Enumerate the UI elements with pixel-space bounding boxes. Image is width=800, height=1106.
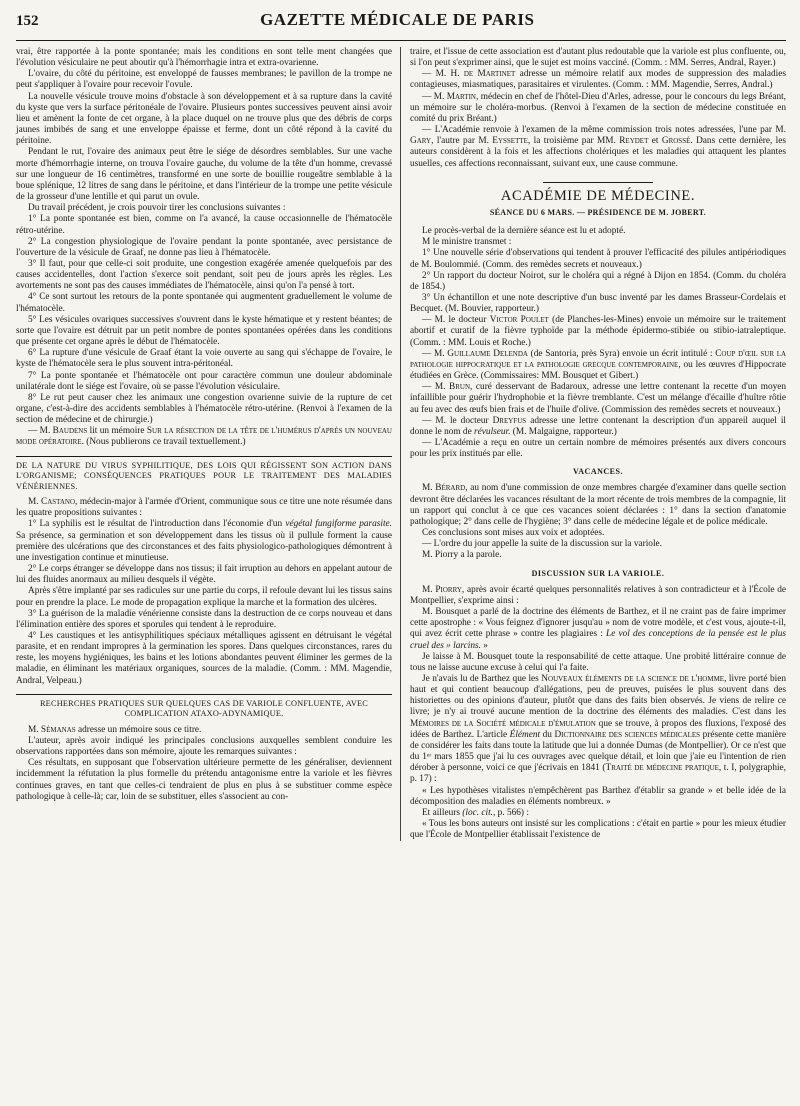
paragraph: M. Piorry a la parole.: [422, 550, 502, 561]
text-run: — M. le docteur: [422, 315, 487, 326]
text-run: Et ailleurs: [422, 807, 460, 818]
paragraph-berard: [410, 483, 786, 528]
text-run: — M. le docteur: [422, 415, 489, 426]
text-run: médecin-major à l'armée d'Orient, communique sous ce titre une note résumée dans les quatre propositions suivantes :: [16, 497, 392, 519]
text-run: p. 566) :: [497, 807, 529, 818]
text-run: après avoir écarté quelques personnalités relatives à son contradicteur et à l'École de Montpellier, s'exprime ainsi :: [410, 584, 786, 606]
text-run: lit un mémoire: [89, 426, 145, 437]
section-title: DE LA NATURE DU VIRUS SYPHILITIQUE, DES LOIS QUI RÉGISSENT SON ACTION DANS L'ORGANISME; CONSÉQUENCES PRATIQUES POUR LE TRAITEMENT DES MALADIES VÉNÉRIENNES.: [16, 460, 392, 491]
work-title: Mémoires de la Société médicale d'émulation: [410, 718, 596, 729]
text-run: (M. Malgaigne, rapporteur.): [512, 426, 617, 437]
section-heading-academie: ACADÉMIE DE MÉDECINE.: [500, 187, 696, 204]
author-name: M. Piorry,: [422, 584, 465, 595]
text-columns: [16, 47, 786, 841]
paragraph-ailleurs: [410, 808, 786, 819]
section-divider: [16, 694, 392, 695]
paragraph: M le ministre transmet :: [422, 237, 512, 248]
paragraph-bousquet: [410, 607, 786, 652]
text-run: l'autre par: [436, 136, 475, 147]
text-run: Sa présence, sa germination et son développement dans les tissus où il pullule forment la cause première des ulcérations que des circonstances et des faits physiologico-pathologiques démontrent à une investigation continue et minutieuse.: [16, 530, 392, 563]
work-title: Nouveaux éléments de la science de l'homme,: [541, 673, 727, 684]
italic-quote: Le vol des conceptions de la pensée est le plus cruel des » larcins.: [410, 629, 786, 651]
paragraph-castano: [16, 497, 392, 519]
text-run: que se trouve, à propos des fluxions, l'exposé des idées de Barthez. L'article: [410, 718, 786, 740]
paragraph: — L'ordre du jour appelle la suite de la discussion sur la variole.: [422, 539, 662, 550]
paragraph: L'auteur, après avoir indiqué les principales conclusions auxquelles semblent conduire les observations rapportées dans son mémoire, ajoute les remarques suivantes :: [16, 735, 392, 758]
section-divider: [16, 456, 392, 457]
italic-term: (loc. cit.,: [462, 807, 496, 818]
subheading-discussion: DISCUSSION SUR LA VARIOLE.: [531, 568, 665, 578]
italic-term: végétal fungiforme parasite.: [285, 519, 393, 530]
conclusion-item: 7° La ponte spontanée et l'hématocèle ont pour caractère commun une douleur abdominale unilatérale dont le siége est l'ovaire, où se passe l'évolution vésiculaire.: [16, 370, 392, 392]
list-item: 3° Un échantillon et une note descriptive d'un busc inventé par les dames Brasseur-Cordelais et Becquet. (M. Bouvier, rapporteur.): [410, 292, 786, 315]
paragraph-martin: [410, 92, 786, 125]
text-run: — M.: [422, 382, 446, 393]
italic-term: révulseur.: [474, 426, 511, 437]
paragraph: vrai, être rapportée à la ponte spontanée; mais les conditions en sont telle ment changées que l'évolution vésiculaire ne peut aboutir qu'à l'hémorrhagie intra et extra-ovarienne.: [16, 47, 392, 69]
text-run: (Nous publierons ce travail textuellement.): [86, 437, 246, 448]
text-run: livre porté bien haut et qui contient beaucoup d'allégations, peu de preuves, puisées le plus souvent dans des historiettes ou des opinions d'auteur, plutôt que dans des faits bien observés. Je viens de relire ce livre; je n'y ai trouvé aucune mention de la doctrine des éléments des maladies. C'est dans les: [410, 673, 787, 718]
journal-title: GAZETTE MÉDICALE DE PARIS: [260, 10, 535, 29]
conclusion-item: 5° Les vésicules ovariques successives s'ouvrent dans le kyste hématique et y restent béantes; de sorte que l'ovaire est détruit par un petit nombre de pontes spontanées opérées dans les conditions que présente cet organe après le début de l'hématocèle.: [16, 314, 392, 348]
work-title: Coup d'œil sur la pathologie hippocratique et la pathologie grecque contemporaine,: [410, 348, 787, 370]
text-run: t. I, polygraphie, p. 17) :: [410, 763, 787, 785]
author-name: M. Castano,: [28, 497, 78, 508]
paragraph: Pendant le rut, l'ovaire des animaux peut être le siége de désordres semblables. Sur une vache morte d'hémorrhagie interne, on trouva l'ovaire gauche, du volume de la tête d'un homme, crevassé sur une longueur de 16 centimètres, transformé en une sorte de bouillie rougeâtre semblable à la boue splénique, 12 litres de sang dans le péritoine, et dans l'intérieur de la trompe une petite vésicule de la grosseur d'une lentille et qui parut un ovule.: [16, 147, 392, 203]
author-name: M. Sémanas: [28, 724, 76, 735]
conclusion-item: 6° La rupture d'une vésicule de Graaf étant la voie ouverte au sang qui s'échappe de l'ovaire, le kyste de l'hématocèle sera le plus souvent intra-péritonéal.: [16, 348, 392, 370]
text-run: du: [542, 729, 552, 740]
conclusion-item: 4° Ce sont surtout les retours de la ponte spontanée qui augmentent graduellement le volume de l'hématocèle.: [16, 292, 392, 314]
page-header: [16, 10, 786, 41]
author-name: Brun,: [449, 382, 473, 393]
paragraph-brun: [410, 382, 786, 415]
author-name: — M. Martin,: [422, 91, 479, 102]
paragraph-barthez: [410, 674, 786, 786]
text-run: (de Planches-les-Mines) envoie un mémoire sur le traitement abortif et curatif de la fièvre typhoïde par la méthode épidermo-stibiée ou stibio-iatraleptique. (Comm. : MM. Louis et Roche.): [410, 315, 786, 348]
text-run: médecin en chef de l'hôtel-Dieu d'Arles, adresse, pour le concours du legs Bréant, un mémoire sur le choléra-morbus. (Renvoi à l'examen de la section de médecine constituée en comité du prix Bréant.): [410, 91, 787, 124]
paragraph: Je laisse à M. Bousquet toute la responsabilité de cette attaque. Une probité littéraire connue de tous ne laisse aucune excuse à celui qui l'a faite.: [410, 651, 786, 673]
paragraph: La nouvelle vésicule trouve moins d'obstacle à son développement et à sa rupture dans la cavité du kyste que vers la surface péritonéale de l'ovaire. Plusieurs pontes successives peuvent ainsi avoir lieu et amènent la fonte de cet organe, à la place duquel on ne trouve plus que des débris de corps jaunes imbibés de sang et une enveloppe épaisse et ferme, dont un côté répond à la cavité du péritoine.: [16, 91, 392, 147]
author-name: — M. H. de Martinet: [422, 69, 516, 80]
text-run: ou les œuvres d'Hippocrate étudiées en Grèce. (Commissaires: MM. Bousquet et Gibert.): [410, 359, 786, 382]
text-run: la troisième par MM.: [533, 136, 616, 147]
paragraph: Ces conclusions sont mises aux voix et adoptées.: [422, 528, 605, 539]
conclusion-item: 2° La congestion physiologique de l'ovaire pendant la ponte spontanée, avec persistance de l'ouverture de la vésicule de Graaf, ne donne pas lieu à l'hématocèle.: [16, 236, 392, 258]
text-run: M. Bousquet a parlé de la doctrine des éléments de Barthez, et il ne craint pas de faire imprimer cette apostrophe : « Vous feignez d'ignorer jusqu'au » nom de votre modèle, et c'est vous, ajoute-t-il, qui avez écrit cette phrase » contre les plagiaires :: [410, 607, 786, 640]
text-run: et: [651, 136, 659, 147]
section-divider: [543, 182, 653, 183]
proposition-item: 4° Les caustiques et les antisyphilitiques spéciaux métalliques agissent en détruisant le végétal parasite, et en rendant impropres à la germination les spores. Dans quelques circonstances, rares du reste, les moyens hygiéniques, les bains et les lotions abondantes peuvent éliminer les germes de la maladie, en éliminant les matériaux organiques, sources de la maladie. (Comm. : MM. Magendie, Andral, Velpeau.): [16, 631, 392, 686]
author-name: M. Gary,: [410, 125, 786, 147]
memoir-title: Sur la résection de la tête de l'humérus d'après un nouveau mode opératoire.: [16, 426, 392, 448]
paragraph: — L'Académie a reçu en outre un certain nombre de mémoires présentés aux divers concours pour les prix institués par elle.: [410, 438, 786, 460]
section-title: RECHERCHES PRATIQUES SUR QUELQUES CAS DE VARIOLE CONFLUENTE, AVEC COMPLICATION ATAXO-ADYNAMIQUE.: [39, 698, 369, 719]
proposition-item: [16, 519, 392, 564]
paragraph: Après s'être implanté par ses radicules sur une partie du corps, il refoule devant lui les tissus sains pour en prendre la place. Le mode de propagation explique la marche et la formation des ulcères.: [16, 586, 392, 608]
proposition-item: 3° La guérison de la maladie vénérienne consiste dans la destruction de ce corps nouveau et dans l'élimination entière des spores et sporules qui tendent à le reproduire.: [16, 608, 392, 630]
paragraph: L'ovaire, du côté du péritoine, est enveloppé de fausses membranes; le pavillon de la trompe ne peut s'appliquer à l'ovaire pour recevoir l'ovule.: [16, 69, 392, 91]
list-item: 2° Un rapport du docteur Noirot, sur le choléra qui a régné à Dijon en 1854. (Comm. du choléra de 1854.): [410, 270, 786, 292]
author-name: M. Eyssette,: [478, 136, 531, 147]
author-name: Grossé.: [661, 136, 693, 147]
author-name: — M. Baudens: [28, 426, 88, 437]
text-run: au nom d'une commission de onze membres chargée d'examiner dans quelle section devront être déclarées les vacances résultant de la mort récente de trois membres de la compagnie, lit un rapport qui conclut à ce que ces vacances soient déclarées : 1° dans la section d'anatomie pathologique; 2° dans celle de l'hygiène; 3° dans celle de médecine légale et de police médicale.: [410, 483, 787, 527]
text-run: adresse une lettre contenant la description d'un appareil auquel il donne le nom de: [410, 415, 786, 437]
text-run: »: [483, 640, 488, 651]
paragraph-poulet: [410, 315, 786, 348]
page-number: 152: [16, 13, 39, 29]
text-run: (de Santoria, près Syra) envoie un écrit intitulé :: [530, 348, 713, 359]
text-run: 1° La syphilis est le résultat de l'introduction dans l'économie d'un: [28, 519, 283, 530]
text-run: adresse un mémoire sous ce titre.: [77, 724, 202, 735]
paragraph-martinet: [410, 69, 786, 91]
conclusion-item: 3° Il faut, pour que celle-ci soit produite, une congestion exagérée amenée quelquefois par des causes accidentelles, dont l'action s'exerce soit pendant, soit peu de jours après les règles. Les avortements ne sont pas des causes immédiates de l'hématocèle, ainsi qu'on l'a pensé à tort.: [16, 258, 392, 292]
work-title: Dictionnaire des sciences médicales: [554, 729, 701, 740]
text-run: curé desservant de Badaroux, adresse une lettre contenant la recette d'un moyen infaillible pour guérir l'hydrophobie et la fièvre tremblante. C'est un mélange d'écaille d'huître rôtie au feu avec des œufs bien frais et de l'huile d'olive. (Commission des remèdes secrets et nouveaux.): [410, 382, 787, 415]
conclusion-item: 8° Le rut peut causer chez les animaux une congestion ovarienne suivie de la rupture de cet organe, c'est-à-dire des accidents semblables à l'hématocèle rétro-utérine. (Renvoi à l'examen de la section de médecine et de chirurgie.): [16, 392, 392, 426]
left-column: [16, 47, 401, 841]
author-name: Reydet: [619, 136, 649, 147]
author-name: Guillaume Delenda: [447, 348, 528, 359]
text-run: Dans cette dernière, les auteurs considèrent à la fois et les affections cholériques et les maladies qui attaquent les plantes usuelles, ces affections reconnaissant, suivant eux, une cause commune.: [410, 136, 786, 169]
paragraph-piorry: [410, 585, 786, 607]
session-line: SÉANCE DU 6 MARS. — PRÉSIDENCE DE M. JOBERT.: [489, 207, 707, 217]
paragraph: Du travail précédent, je crois pouvoir tirer les conclusions suivantes :: [28, 203, 286, 214]
author-name: M. Bérard,: [422, 483, 468, 494]
italic-term: Élément: [509, 729, 541, 740]
paragraph-dreyfus: [410, 416, 786, 438]
conclusion-item: 1° La ponte spontanée est bien, comme on l'a avancé, la cause occasionnelle de l'hématocèle rétro-utérine.: [16, 214, 392, 236]
right-column: [401, 47, 786, 841]
list-item: 1° Une nouvelle série d'observations qui tendent à prouver l'efficacité des pilules antipériodiques de M. Boulommié. (Comm. des remèdes secrets et nouveaux.): [410, 248, 786, 270]
paragraph-delenda: [410, 349, 786, 382]
proposition-item: 2° Le corps étranger se développe dans nos tissus; il fait irruption au dehors en appelant autour de lui des fluides anormaux au milieu desquels il végète.: [16, 564, 392, 586]
text-run: présente cette manière de considérer les faits dans toute la latitude que lui a donnée Dumas (de Montpellier). Or ce n'est que du 1ᵉʳ mars 1855 que j'ai lu ces ouvrages avec quelque détail, et loin que j'aie eu l'intention de rien dérober à personne, voici ce que j'écrivais en 1841 (: [410, 729, 787, 774]
paragraph: traire, et l'issue de cette association est d'autant plus redoutable que la variole est plus confluente, ou, si l'on peut s'exprimer ainsi, que le sujet est moins vacciné. (Comm. : MM. Serres, Andral, Rayer.): [410, 47, 786, 69]
paragraph-semanas: [16, 725, 392, 736]
work-title: Traité de médecine pratique,: [605, 763, 722, 774]
text-run: — M.: [422, 348, 445, 359]
quote-paragraph: « Tous les bons auteurs ont insisté sur les complications : c'était en partie » pour les mieux étudier que l'École de Montpellier établissait l'existence de: [410, 819, 786, 841]
author-name: Dreyfus: [492, 415, 527, 426]
subheading-vacances: VACANCES.: [573, 467, 623, 477]
author-name: Victor Poulet: [489, 315, 549, 326]
paragraph: Ces résultats, en supposant que l'observation ultérieure permette de les généraliser, deviennent incidemment la réfutation la plus formelle du prétendu antagonisme entre la variole et les fièvres continues graves, en tant que celles-ci tendraient de plus en plus à se substituer comme espèce pathologique à celle-là; car, loin de se substituer, elles s'associent au con-: [16, 758, 392, 802]
paragraph: Le procès-verbal de la dernière séance est lu et adopté.: [422, 226, 626, 237]
text-run: Je n'avais lu de Barthez que les: [422, 673, 539, 684]
text-run: adresse un mémoire relatif aux modes de suppression des maladies contagieuses, miasmatiques, parasitaires et virulentes. (Comm. : MM. Magendie, Serres, Andral.): [410, 69, 787, 91]
paragraph-renvoi: [410, 125, 786, 170]
paragraph-baudens: [16, 426, 392, 448]
text-run: — L'Académie renvoie à l'examen de la même commission trois notes adressées, l'une par: [422, 125, 772, 136]
quote-paragraph: « Les hypothèses vitalistes n'empêchèrent pas Barthez d'établir sa grande » et belle idée de la décomposition des maladies en éléments nombreux. »: [410, 785, 786, 807]
